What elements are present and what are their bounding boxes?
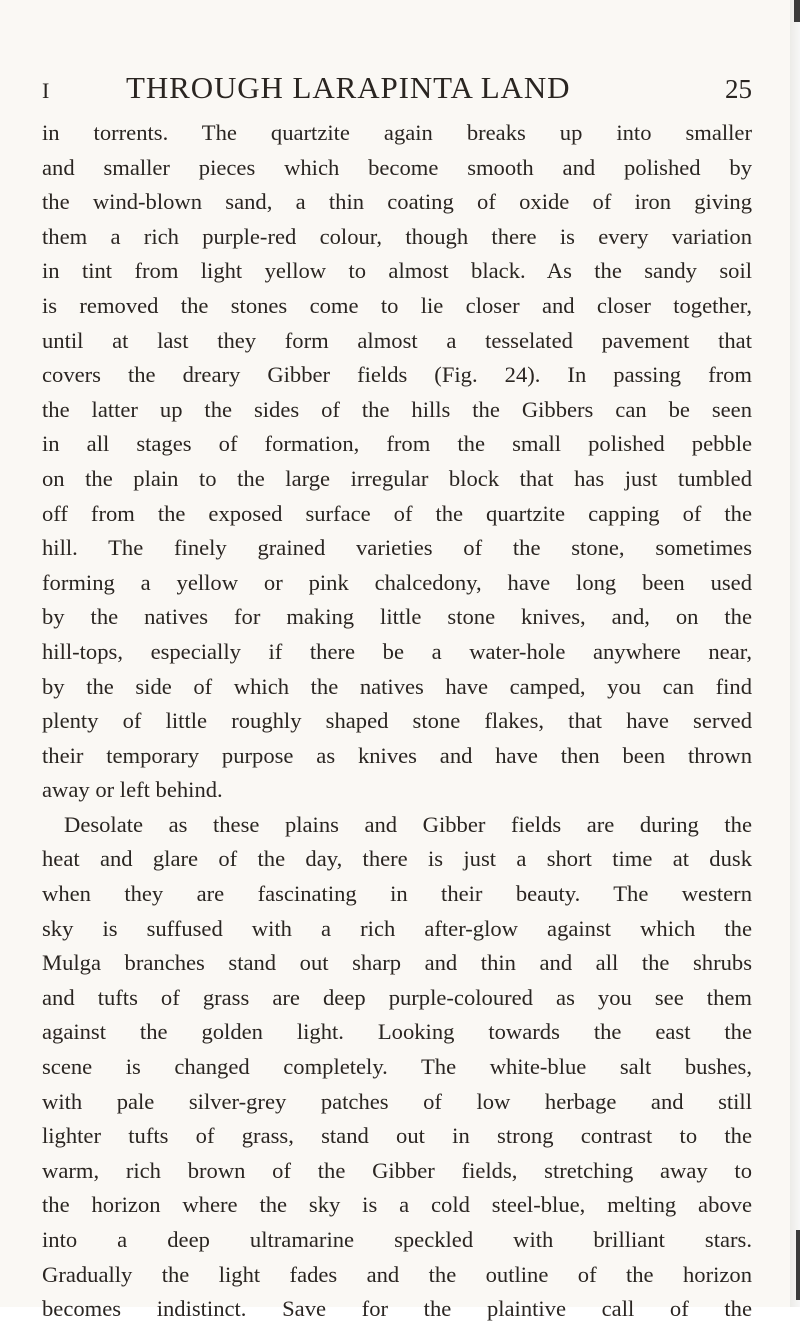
paragraph-end-line: away or left behind.	[42, 777, 223, 803]
chapter-number: I	[42, 78, 50, 103]
paragraph-start-line: Desolate as these plains and Gibber fields are during the	[64, 811, 752, 837]
text-line: warm, rich brown of the Gibber fields, stretching away to	[42, 1157, 752, 1183]
text-line: plenty of little roughly shaped stone flakes, that have served	[42, 708, 752, 734]
text-line: in tint from light yellow to almost black. As the sandy soil	[42, 258, 752, 284]
edge-mark	[794, 0, 800, 22]
text-line: heat and glare of the day, there is just a short time at dusk	[42, 846, 752, 872]
text-line: and smaller pieces which become smooth and polished by	[42, 154, 752, 180]
text-line: Mulga branches stand out sharp and thin and all the shrubs	[42, 950, 752, 976]
text-line: hill-tops, especially if there be a water-hole anywhere near,	[42, 638, 752, 664]
page-edge	[790, 0, 800, 1307]
text-line: Gradually the light fades and the outline of the horizon	[42, 1261, 752, 1287]
text-line: until at last they form almost a tesselated pavement that	[42, 327, 752, 353]
text-line: and tufts of grass are deep purple-coloured as you see them	[42, 984, 752, 1010]
text-line: on the plain to the large irregular block that has just tumbled	[42, 465, 752, 491]
text-line: the latter up the sides of the hills the Gibbers can be seen	[42, 396, 752, 422]
text-line: the horizon where the sky is a cold steel-blue, melting above	[42, 1192, 752, 1218]
text-line: their temporary purpose as knives and have then been thrown	[42, 742, 752, 768]
text-line: is removed the stones come to lie closer and closer together,	[42, 292, 752, 318]
text-line: by the side of which the natives have camped, you can find	[42, 673, 752, 699]
edge-mark	[796, 1230, 800, 1300]
text-line: by the natives for making little stone knives, and, on the	[42, 604, 752, 630]
text-line: when they are fascinating in their beauty. The western	[42, 881, 752, 907]
text-line: with pale silver-grey patches of low herbage and still	[42, 1088, 752, 1114]
running-head	[42, 70, 752, 110]
text-line: in all stages of formation, from the small polished pebble	[42, 431, 752, 457]
text-line: scene is changed completely. The white-blue salt bushes,	[42, 1054, 752, 1080]
text-line: off from the exposed surface of the quartzite capping of the	[42, 500, 752, 526]
text-line: them a rich purple-red colour, though there is every variation	[42, 223, 752, 249]
text-line: the wind-blown sand, a thin coating of oxide of iron giving	[42, 189, 752, 215]
text-line: covers the dreary Gibber fields (Fig. 24). In passing from	[42, 362, 752, 388]
text-line: into a deep ultramarine speckled with brilliant stars.	[42, 1227, 752, 1252]
text-line: in torrents. The quartzite again breaks up into smaller	[42, 120, 752, 145]
text-line: against the golden light. Looking towards the east the	[42, 1019, 752, 1045]
text-line: sky is suffused with a rich after-glow against which the	[42, 915, 752, 941]
running-title: THROUGH LARAPINTA LAND	[126, 70, 571, 105]
text-line: forming a yellow or pink chalcedony, have long been used	[42, 569, 752, 595]
page-number: 25	[725, 74, 752, 104]
text-line: becomes indistinct. Save for the plaintive call of the	[42, 1296, 752, 1322]
text-line: hill. The finely grained varieties of the stone, sometimes	[42, 535, 752, 561]
text-line: lighter tufts of grass, stand out in strong contrast to the	[42, 1123, 752, 1149]
body-text	[42, 116, 752, 1327]
